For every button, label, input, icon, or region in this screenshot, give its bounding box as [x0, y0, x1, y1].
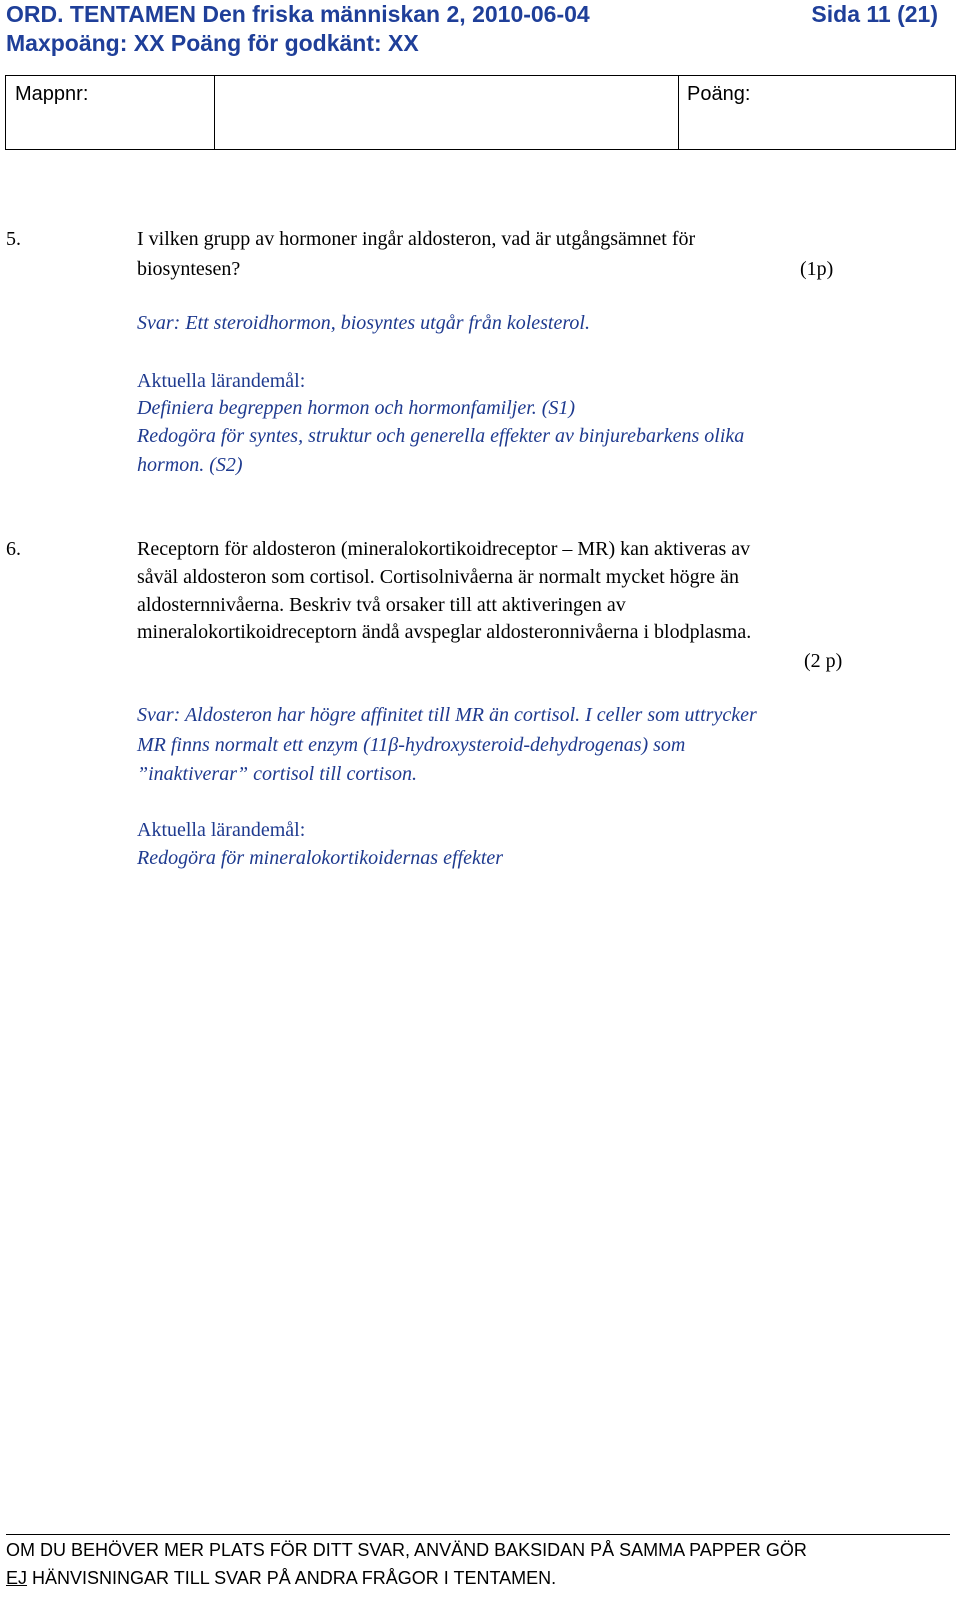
question-5-text-line1: I vilken grupp av hormoner ingår aldosteron, vad är utgångsämnet för — [137, 228, 696, 250]
question-6-answer-line2: MR finns normalt ett enzym (11β-hydroxysteroid-dehydrogenas) som — [137, 734, 686, 756]
question-5-aim-1: Definiera begreppen hormon och hormonfamiljer. (S1) — [137, 397, 576, 419]
box-divider — [678, 76, 679, 149]
question-6-answer-line1 — [137, 700, 757, 730]
exam-title: ORD. TENTAMEN Den friska människan 2, 2010-06-04 — [6, 1, 590, 27]
answer-label: Svar — [137, 312, 174, 334]
question-5-aim-2-line2: hormon. (S2) — [137, 454, 243, 476]
footer-line2 — [6, 1567, 556, 1589]
question-5-aim-2-line1: Redogöra för syntes, struktur och generella effekter av binjurebarkens olika — [137, 425, 745, 447]
question-6-text-line3: aldosternnivåerna. Beskriv två orsaker till att aktiveringen av — [137, 594, 626, 616]
box-divider — [214, 76, 215, 149]
question-6-text-line2: såväl aldosteron som cortisol. Cortisolnivåerna är normalt mycket högre än — [137, 566, 740, 588]
question-6-aims-label: Aktuella lärandemål: — [137, 819, 306, 841]
points-info: Maxpoäng: XX Poäng för godkänt: XX — [6, 30, 419, 56]
answer-text: Aldosteron har högre affinitet till MR än cortisol. I celler som uttrycker — [180, 704, 757, 726]
question-6-text-line1: Receptorn för aldosteron (mineralokortikoidreceptor – MR) kan aktiveras av — [137, 538, 751, 560]
footer-rule — [6, 1534, 950, 1535]
question-6-number: 6. — [6, 538, 21, 560]
footer-ej: EJ — [6, 1568, 28, 1588]
footer-line1: OM DU BEHÖVER MER PLATS FÖR DITT SVAR, ANVÄND BAKSIDAN PÅ SAMMA PAPPER GÖR — [6, 1540, 807, 1560]
question-5-aims-label: Aktuella lärandemål: — [137, 370, 306, 392]
answer-text: : Ett steroidhormon, biosyntes utgår från kolesterol. — [173, 312, 590, 334]
question-6-answer-line3: ”inaktiverar” cortisol till cortison. — [137, 763, 418, 785]
poang-label: Poäng: — [687, 83, 751, 105]
mappnr-label: Mappnr: — [15, 83, 89, 105]
mappnr-poang-box — [5, 75, 956, 150]
footer-line2-rest: HÄNVISNINGAR TILL SVAR PÅ ANDRA FRÅGOR I TENTAMEN. — [27, 1568, 557, 1588]
question-6-points: (2 p) — [804, 650, 843, 672]
question-6-text-line4: mineralokortikoidreceptorn ändå avspeglar aldosteronnivåerna i blodplasma. — [137, 621, 752, 643]
question-5-text-line2: biosyntesen? — [137, 258, 241, 280]
question-5-points: (1p) — [800, 258, 834, 280]
answer-label: Svar: — [137, 704, 181, 726]
page-number: Sida 11 (21) — [811, 1, 938, 27]
question-5-number: 5. — [6, 228, 21, 250]
question-6-aim-1: Redogöra för mineralokortikoidernas effekter — [137, 847, 504, 869]
question-5-answer — [137, 308, 590, 338]
